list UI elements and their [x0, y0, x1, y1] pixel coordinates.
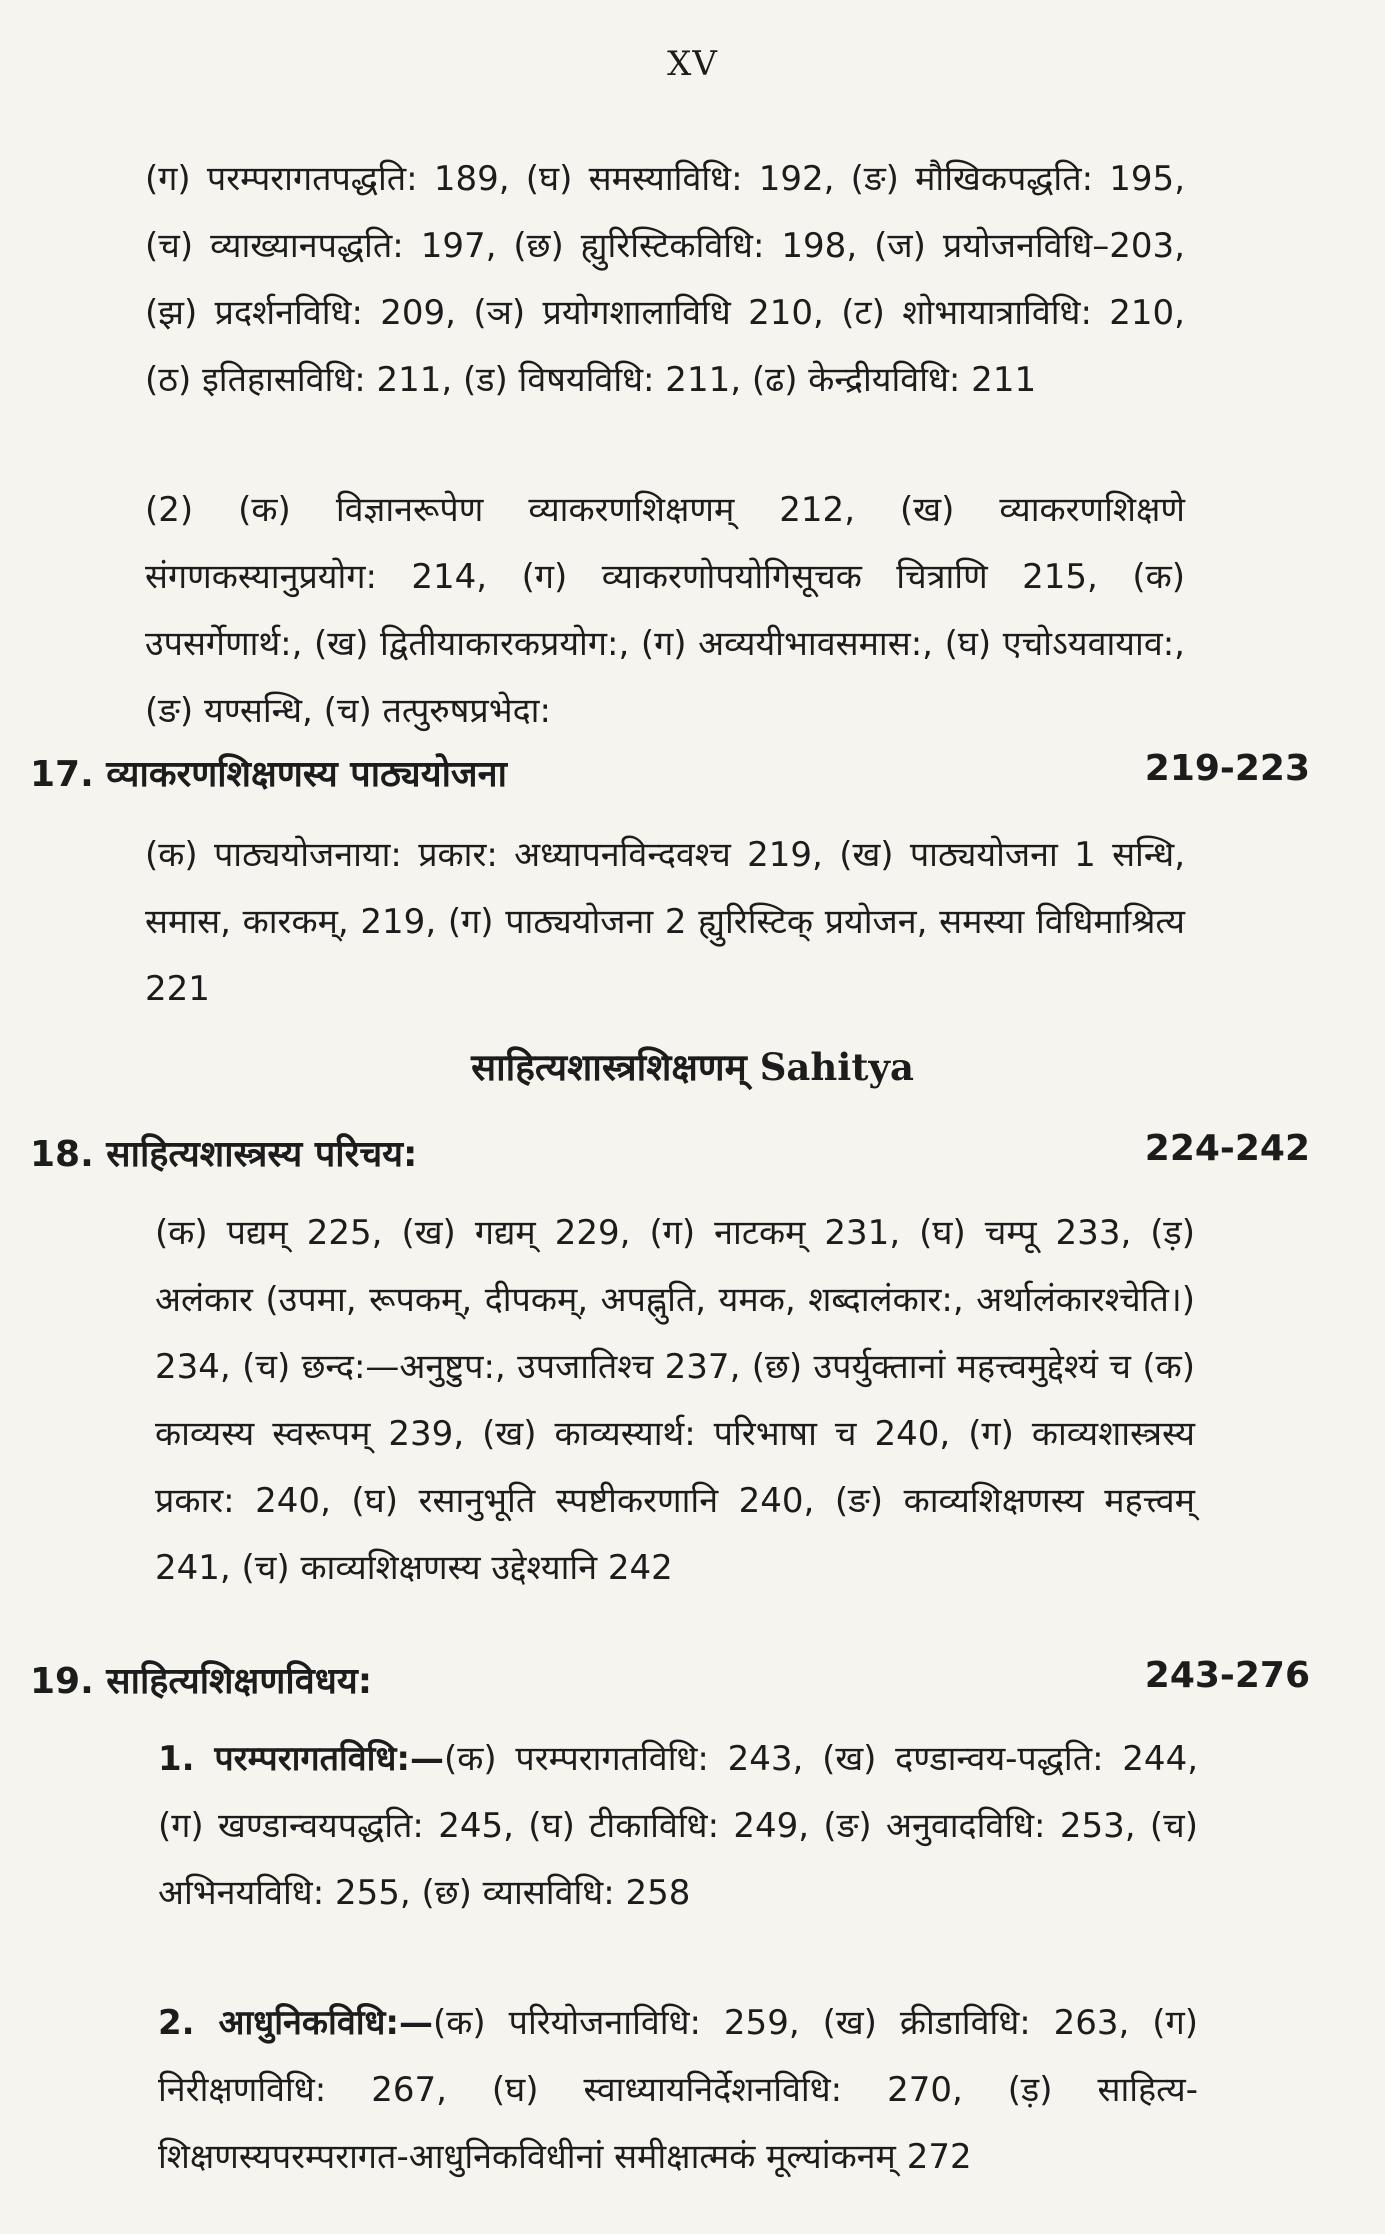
chapter-19-modern-methods	[158, 1990, 1198, 2191]
modern-methods-label: 2. आधुनिकविधि:—	[158, 2003, 434, 2043]
chapter-18-heading	[30, 1128, 1310, 1188]
section-title-latin: Sahitya	[759, 1045, 914, 1089]
contents-entry-methods-list: (ग) परम्परागतपद्धति: 189, (घ) समस्याविधि: 192, (ङ) मौखिकपद्धति: 195, (च) व्याख्यानपद्धति: 197, (छ) ह्युरिस्टिकविधि: 198, (ज) प्रयोजनविधि–203, (झ) प्रदर्शनविधि: 209, (ञ) प्रयोगशालाविधि 210, (ट) शोभायात्राविधि: 210, (ठ) इतिहासविधि: 211, (ड) विषयविधि: 211, (ढ) केन्द्रीयविधि: 211	[145, 159, 1185, 400]
section-title-sanskrit: साहित्यशास्त्रशिक्षणम्	[471, 1046, 747, 1089]
chapter-18-title: 18. साहित्यशास्त्रस्य परिचय:	[30, 1134, 418, 1175]
contents-entry-grammar-science: (2) (क) विज्ञानरूपेण व्याकरणशिक्षणम् 212, (ख) व्याकरणशिक्षणे संगणकस्यानुप्रयोग: 214, (ग) व्याकरणोपयोगिसूचक चित्राणि 215, (क) उपसर्गेणार्थ:, (ख) द्वितीयाकारकप्रयोग:, (ग) अव्ययीभावसमास:, (घ) एचोऽयवायाव:, (ङ) यण्सन्धि, (च) तत्पुरुषप्रभेदा:	[145, 490, 1185, 731]
page-number: XV	[667, 44, 718, 84]
chapter-17-contents: (क) पाठ्ययोजनाया: प्रकार: अध्यापनविन्दवश्च 219, (ख) पाठ्ययोजना 1 सन्धि, समास, कारकम्, 219, (ग) पाठ्ययोजना 2 ह्युरिस्टिक् प्रयोजन, समस्या विधिमाश्रित्य 221	[145, 835, 1185, 1009]
chapter-19-title: 19. साहित्यशिक्षणविधय:	[30, 1661, 373, 1702]
chapter-17-title: 17. व्याकरणशिक्षणस्य पाठ्ययोजना	[30, 754, 507, 795]
chapter-19-traditional-methods	[158, 1726, 1198, 1927]
chapter-17-heading	[30, 748, 1310, 808]
chapter-19-heading	[30, 1655, 1310, 1715]
chapter-19-pages: 243-276	[1144, 1655, 1310, 1696]
traditional-methods-text: (क) परम्परागतविधि: 243, (ख) दण्डान्वय-पद्धति: 244, (ग) खण्डान्वयपद्धति: 245, (घ) टीकाविधि: 249, (ङ) अनुवादविधि: 253, (च) अभिनयविधि: 255, (छ) व्यासविधि: 258	[158, 1739, 1199, 1913]
section-heading	[0, 1040, 1385, 1091]
chapter-18-pages: 224-242	[1144, 1128, 1310, 1169]
chapter-17-pages: 219-223	[1144, 748, 1310, 789]
modern-methods-text: (क) परियोजनाविधि: 259, (ख) क्रीडाविधि: 263, (ग) निरीक्षणविधि: 267, (घ) स्वाध्यायनिर्देशनविधि: 270, (ड़) साहित्य-शिक्षणस्यपरम्परागत-आधुनिकविधीनां समीक्षात्मकं मूल्यांकनम् 272	[158, 2003, 1198, 2177]
chapter-18-contents: (क) पद्यम् 225, (ख) गद्यम् 229, (ग) नाटकम् 231, (घ) चम्पू 233, (ड़) अलंकार (उपमा, रूपकम्, दीपकम्, अपह्नुति, यमक, शब्दालंकार:, अर्थालंकारश्चेति।) 234, (च) छन्द:—अनुष्टुप:, उपजातिश्च 237, (छ) उपर्युक्तानां महत्त्वमुद्देश्यं च (क) काव्यस्य स्वरूपम् 239, (ख) काव्यस्यार्थ: परिभाषा च 240, (ग) काव्यशास्त्रस्य प्रकार: 240, (घ) रसानुभूति स्पष्टीकरणानि 240, (ङ) काव्यशिक्षणस्य महत्त्वम् 241, (च) काव्यशिक्षणस्य उद्देश्यानि 242	[155, 1213, 1195, 1588]
traditional-methods-label: 1. परम्परागतविधि:—	[158, 1739, 444, 1779]
